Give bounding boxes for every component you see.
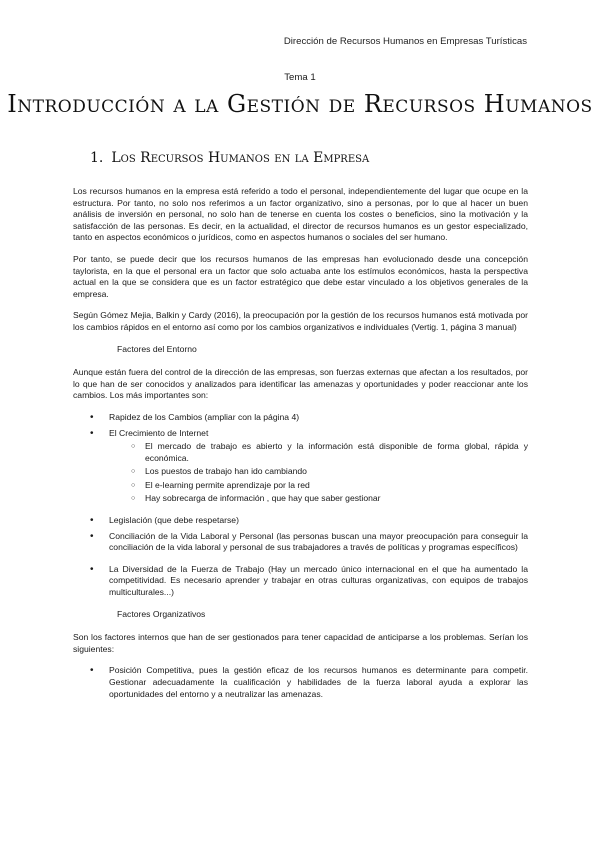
list-item-text: El Crecimiento de Internet — [109, 427, 209, 438]
chapter-label: Tema 1 — [284, 72, 316, 83]
list-item: • Conciliación de la Vida Laboral y Personal (las personas buscan una mayor preocupación para conseguir la conciliación de la vida laboral y personal de sus trabajadores a través de políticas y programas específicos) — [73, 531, 528, 554]
entorno-list — [73, 412, 528, 599]
organizativos-list — [73, 665, 528, 700]
paragraph: Los recursos humanos en la empresa está referido a todo el personal, independientemente del lugar que ocupe en la estructura. Por tanto, no solo nos referimos a un factor organizativo, sino a personas, por lo que al hacer un buen análisis de inversión en personal, no solo han de tenerse en cuenta los costes o beneficios, sino la motivación y la satisfacción de las personas. Es decir, en la actualidad, el director de recursos humanos es un gestor especializado, tanto en aspectos económicos o jurídicos, como en aspectos humanos o sociales del ser humano. — [73, 186, 528, 243]
list-item: • Posición Competitiva, pues la gestión eficaz de los recursos humanos es determinante para competir. Gestionar adecuadamente la cualificación y habilidades de la fuerza laboral ayuda a explorar las oportunidades del entorno y a neutralizar las amenazas. — [73, 665, 528, 700]
list-item: • La Diversidad de la Fuerza de Trabajo (Hay un mercado único internacional en el que ha aumentado la competitividad. Es necesario aprender y trabajar en otras culturas organizativas, con equipos de trabajos multiculturales...) — [73, 564, 528, 599]
paragraph: Son los factores internos que han de ser gestionados para tener capacidad de anticiparse a los problemas. Serían los siguientes: — [73, 632, 528, 654]
paragraph: Aunque están fuera del control de la dirección de las empresas, son fuerzas externas que afectan a los resultados, por lo que han de ser conocidos y analizados para identificar las amenazas y oportunidades y poder reaccionar ante los cambios. Los más importantes son: — [73, 367, 528, 401]
subheading-organizativos: Factores Organizativos — [117, 608, 206, 619]
section-title: Los Recursos Humanos en la Empresa — [111, 150, 370, 166]
sub-list — [109, 441, 528, 505]
document-body — [73, 186, 528, 710]
section-number: 1. — [90, 150, 104, 166]
list-item — [73, 428, 528, 506]
paragraph: Por tanto, se puede decir que los recursos humanos de las empresas han evolucionado desde una concepción taylorista, en la que el personal era un factor que solo actuaba ante los estímulos económicos, hasta la perspectiva actual en la que se considera que es un factor estratégico que debe estar vinculado a los objetivos generales de la empresa. — [73, 253, 528, 299]
document-header: Dirección de Recursos Humanos en Empresas Turísticas — [283, 36, 527, 47]
sub-list-item: ○ Hay sobrecarga de información , que hay que saber gestionar — [109, 493, 528, 505]
list-item: • Rapidez de los Cambios (ampliar con la página 4) — [73, 412, 528, 424]
sub-list-item: ○ El e-learning permite aprendizaje por la red — [109, 480, 528, 492]
paragraph: Según Gómez Mejia, Balkin y Cardy (2016), la preocupación por la gestión de los recursos humanos está motivada por los cambios rápidos en el entorno así como por los cambios organizativos e individuales (Vertig. 1, página 3 manual) — [73, 310, 528, 332]
sub-list-item: ○ Los puestos de trabajo han ido cambiando — [109, 466, 528, 478]
sub-list-item: ○ El mercado de trabajo es abierto y la información está disponible de forma global, rápida y económica. — [109, 441, 528, 464]
page-title: Introducción a la Gestión de Recursos Humanos — [7, 90, 593, 118]
section-heading — [90, 150, 369, 166]
subheading-entorno: Factores del Entorno — [117, 343, 197, 354]
list-item: • Legislación (que debe respetarse) — [73, 515, 528, 527]
